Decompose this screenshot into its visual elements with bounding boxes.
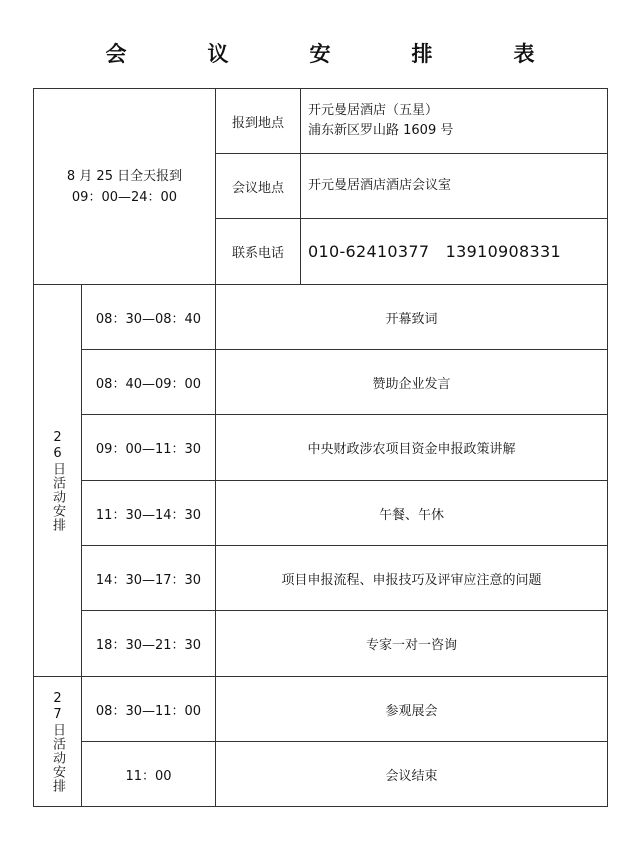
table-row xyxy=(34,742,608,807)
event-cell: 会议结束 xyxy=(216,742,608,807)
day-label: 27日活动安排 xyxy=(50,690,65,793)
time-cell: 11：00 xyxy=(82,742,216,807)
table-row xyxy=(34,546,608,611)
schedule-table xyxy=(33,88,608,807)
event-cell: 开幕致词 xyxy=(216,285,608,350)
event-cell: 参观展会 xyxy=(216,677,608,742)
day-label-cell xyxy=(34,677,82,807)
time-cell: 08：30—08：40 xyxy=(82,285,216,350)
time-cell: 09：00—11：30 xyxy=(82,415,216,481)
time-cell: 18：30—21：30 xyxy=(82,611,216,677)
info-label: 报到地点 xyxy=(216,89,301,154)
page-title: 会 议 安 排 表 xyxy=(105,42,565,66)
info-value xyxy=(301,219,608,285)
registration-date: 8 月 25 日全天报到 xyxy=(66,168,183,184)
event-cell: 专家一对一咨询 xyxy=(216,611,608,677)
time-cell: 08：30—11：00 xyxy=(82,677,216,742)
meeting-room: 开元曼居酒店酒店会议室 xyxy=(308,178,452,193)
day-label-cell xyxy=(34,285,82,677)
info-value xyxy=(301,154,608,219)
event-cell: 项目申报流程、申报技巧及评审应注意的问题 xyxy=(216,546,608,611)
table-row xyxy=(34,481,608,546)
table-row xyxy=(34,285,608,350)
hotel-address: 浦东新区罗山路 1609 号 xyxy=(308,123,454,138)
registration-hours: 09：00—24：00 xyxy=(71,189,178,205)
hotel-name: 开元曼居酒店（五星） xyxy=(308,103,439,118)
event-cell: 午餐、午休 xyxy=(216,481,608,546)
day-label: 26日活动安排 xyxy=(50,429,65,532)
info-value xyxy=(301,89,608,154)
info-label: 联系电话 xyxy=(216,219,301,285)
info-row-registration-place xyxy=(34,89,608,154)
time-cell: 14：30—17：30 xyxy=(82,546,216,611)
table-row xyxy=(34,677,608,742)
time-cell: 11：30—14：30 xyxy=(82,481,216,546)
table-row xyxy=(34,611,608,677)
event-cell: 中央财政涉农项目资金申报政策讲解 xyxy=(216,415,608,481)
table-row xyxy=(34,415,608,481)
info-label: 会议地点 xyxy=(216,154,301,219)
phone-numbers: 010-62410377 13910908331 xyxy=(308,241,561,261)
registration-time-cell xyxy=(34,89,216,285)
table-row xyxy=(34,350,608,415)
time-cell: 08：40—09：00 xyxy=(82,350,216,415)
event-cell: 赞助企业发言 xyxy=(216,350,608,415)
